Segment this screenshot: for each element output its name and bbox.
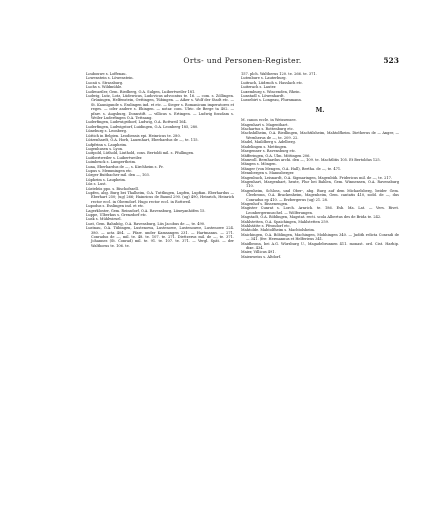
- register-entry: Lunstadl s. Löwenhardt.: [241, 94, 285, 99]
- register-entry: Lowenstein s. Löwenstein.: [86, 76, 134, 81]
- register-entry: Lutenbure s. Lauterburg.: [241, 76, 287, 81]
- register-entry: Mäfferingen, O.A. Ulm. Mittingen 206.: [241, 153, 311, 158]
- register-entry: M. canon eccle. in Weissensee.: [241, 118, 297, 123]
- right-column-bottom-entries: [241, 118, 399, 259]
- register-entry: Loubouwe s. Loffenau.: [86, 72, 127, 76]
- left-column: [86, 72, 234, 502]
- register-entry: Madel, Maildberg s. Adelberg.: [241, 140, 296, 145]
- register-entry: Mahtolde. Mahtolfheim s. Machtolsheim.: [241, 228, 316, 233]
- register-entry: Mennbergen s. Mannsberger.: [241, 171, 295, 176]
- register-entry: Luitrach, Lüdrnoh s. Hasslach etc.: [241, 80, 304, 85]
- register-entry: Machshilheim, O.A. Riedlingen, Machtilsheim, Mahtolfheim. Dietherus de — Anger, — Wernherus de —, te. 209. 22.: [241, 131, 399, 140]
- register-entry: Lützenhardt, O.A. Horb, Lauenhart, Eberhardus de —, te. 115.: [86, 138, 199, 143]
- register-entry: Maidbronn, bei A.G. Würzburg U., Magadebrunnen 411. monast. ord. Cist. Harhip. dixe. 434.: [241, 241, 399, 251]
- register-entry: Lürger Buitbacher mil. den —, 103.: [86, 173, 150, 178]
- register-entry: Lusk s. Mühlwiesel.: [86, 217, 122, 222]
- register-entry: Lüttich in Belgien. Leodiensis epi. Heinricus te. 280.: [86, 133, 181, 138]
- register-entry: Luiterach s. Lauter.: [241, 85, 277, 90]
- right-column: [241, 72, 399, 502]
- page-number: 523: [383, 56, 399, 65]
- register-entry: Lust, Gem. Bahnbög, O.A. Ravensburg, Lüs Jacobus de —, te. 490.: [86, 221, 206, 226]
- register-entry: Lussebirt s. Longeau, Flurnmann.: [241, 98, 302, 103]
- register-entry: Magstadt, O.A. Böblingen, Magstat. recti. scola Albertus des de Brida te. 242.: [241, 215, 382, 220]
- register-entry: Maichingen, O.A. Böblingen, Machingen, Mohhingen 340. — Judith relicta Conradi de — 341. (fre: Hermannus et Helferieus 341.: [241, 232, 399, 242]
- right-column-top-entries: [241, 72, 399, 103]
- register-entry: Maienweiss s. Altdorf.: [241, 254, 281, 259]
- register-entry: Luderfingen, Ludwigstorf, Luidingen, O.A. Leonberg 185, 280.: [86, 124, 199, 129]
- register-entry: Magenhart, Margenhart, heute, Flur bei Bahlen, Gem. Winnensen, O.A. Ravensburg 110.: [241, 179, 399, 189]
- register-entry: Luitpold, Lüthold, Liuthold, cons. Bertoldi mil. s. Pfullingen.: [86, 151, 195, 156]
- register-entry: Luitbertweiler s. Luibertweiler.: [86, 155, 143, 160]
- register-entry: Luxemburg s. Wincenden, Rhein.: [241, 89, 301, 94]
- register-entry: Lucaü s. Strassburg.: [86, 80, 124, 85]
- register-entry: Lufpfrinn s. Laupheim.: [86, 142, 128, 147]
- register-entry: Lupus s. Memmingen etc.: [86, 168, 133, 173]
- register-entry: Lugenhusen s. Lyon.: [86, 146, 124, 151]
- register-entry: Luimbruck s. Lampertheim.: [86, 160, 137, 165]
- header-title: Orts- und Personen-Register.: [183, 56, 302, 65]
- register-entry: Mänger (von Mengen, O.A. Hall), Bertha. de —, te. 471.: [241, 166, 342, 171]
- register-entry: Lüstebüs ppo. s. Bischofszell.: [86, 186, 139, 191]
- register-entry: Maegenner s. Ravensburg etc.: [241, 149, 297, 154]
- register-entry: Lagerkloster, Gem. Reinsdorf, O.A. Ravensburg, Lüxeyanhöfen 15.: [86, 208, 206, 213]
- register-entry: Luderfingen, Ludewigsthorf, Ludwig, O.A. Rottweil 164.: [86, 120, 187, 125]
- register-entry: Magister Cunrat s. Lorch. Arnrich. te. 186. Esb. Ma. Lat. — Vers. Rivet. Leonbergermuschel. — Wölferungen.: [241, 206, 399, 215]
- register-entry: Lupfen, abg. Burg bei Thalheim, O.A. Tuttlingen, Lupfen, Lupfian. Eberhardus — Eberhart 250; (ug) 266; Hainricus de Bauml 290. (ug) 490, Heinrich, Heinrich rector eccl. in Oberndorf. Hugo rector eccl. in Rottweil.: [86, 190, 234, 204]
- register-entry: Lüpheim s. Laupheim.: [86, 177, 127, 182]
- register-entry: Mamvoll. Bernhardus archi. den —, 109. te. Machtlitis 105. Et Bertoldus 125.: [241, 157, 381, 162]
- register-entry: Lustnau, O.A. Tübingen, Lustenowa, Lustenowe, Lustenouwe, Lustenowe 224. 380. — acta 404. — Ffarr. under Kamsangen 231. — Hartmanns. — 271. Conradus de —, mil. te. 48. te. 107. te. 271. Diettzerus mil. de —, te. 371. Johannes (St. Conrad) mil. te. 91. te. 107. te. 371. — Vergl. Spät. — der Walthorus te. 106. te.: [86, 226, 234, 248]
- register-entry: Lüs s. Lust.: [86, 182, 107, 187]
- register-entry: Ludiwaeiler, Gem. Riedberg, O.A. Sulgen, Luibertweiler 181.: [86, 89, 196, 94]
- register-entry: 157. plch. Waltherus 120. te. 266. te. 371.: [241, 72, 317, 76]
- register-entry: Magenhof s. Bissenengen.: [241, 201, 289, 206]
- register-entry: Magenheim, Schloss, und Ober-, abg. Burg auf dem Michaelsberg, beider Gem. Cleebronn, O.A. Brackenheim, Magenheim, Gem. cantatis 410, sodd. de —, dus Conradus ep 410. — Erzbergerus (ug) 21. 28.: [241, 188, 399, 202]
- register-entry: Magenhart s. Magenthart.: [241, 122, 289, 127]
- register-entry: Luna, Eberhardus de —, s. Kirchheim s. Fr.: [86, 164, 164, 169]
- register-entry: Magenbuch, Leisnardt, O.A. Sigmaringen, Magenbüh. Fridericus mil. de —, te. 217.: [241, 175, 392, 180]
- register-entry: Machartus s. Rottenburg etc.: [241, 127, 294, 132]
- register-entry: Lupodus s. Esslingen ind. et etc.: [86, 204, 145, 209]
- running-header: [86, 56, 399, 68]
- register-entry: Mängen s. Möngen.: [241, 162, 277, 167]
- register-entry: Lüneburg s. Leonberg.: [86, 129, 128, 134]
- register-entry: Ludwig, Lutz, Lotz, Lüdewicus, Ludovicus advocatus te. 16. — com. s. Zöllingen. Grüningen, Helfenstein, Oettingen, Tübingen. — Aiker s. Wolf der Stadt etc. — St. Kaunigunde s. Esslingen ind. et etc. — Sieger s. Romanicum imperatores et reges. — oder andere s. Ehingen. — notar. com. Ulric. de Berge ta 402. — pfarr. s. Augsburg, Donnstift. — villicus s. Ertingen. — Ludwig fossdam s. Weiler Luderfingen O.A. Tettnang.: [86, 94, 234, 121]
- section-letter: M.: [315, 106, 325, 114]
- register-entry: Mahlstätte s. Pfrondorf etc.: [241, 224, 291, 228]
- register-entry: Luchs s. Wildmühle.: [86, 85, 123, 90]
- register-entry: Maier, Villicus 491.: [241, 250, 276, 255]
- register-entry: Mahlstetten, O.A. Spaichingen, Mahlstetten 259.: [241, 219, 329, 224]
- register-entry: Madelingen s. Mettingen.: [241, 144, 288, 149]
- register-entry: Luppe, Ulberkus s. Grenzdorf etc.: [86, 213, 148, 217]
